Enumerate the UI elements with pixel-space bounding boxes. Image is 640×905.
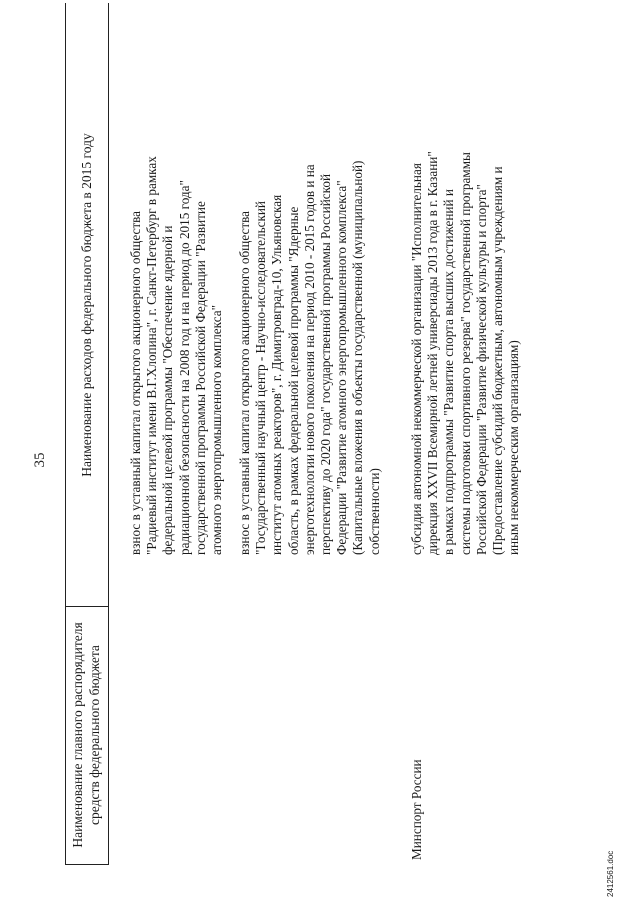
expense-line: перспективу до 2020 года" государственной программы Российской (318, 173, 334, 555)
table-row (237, 15, 383, 555)
table-header-divider (108, 3, 109, 865)
expense-line: федеральной целевой программы "Обеспечение ядерной и (160, 225, 176, 555)
header-distributor: Наименование главного распорядителя средств федерального бюджета (70, 622, 102, 848)
expense-line: субсидия автономной некоммерческой организации "Исполнительная (409, 163, 424, 555)
expense-line: "Радиевый институт имени В.Г.Хлопина", г. Санкт-Петербург в рамках (144, 156, 160, 555)
expense-line: область, в рамках федеральной целевой программы "Ядерные (285, 206, 301, 555)
expense-line: (Капитальные вложения в объекты государственной (муниципальной) (350, 160, 366, 555)
table-column-divider (65, 606, 109, 607)
expense-line: собственности) (366, 468, 382, 555)
expense-line: институт атомных реакторов", г. Димитровград-10, Ульяновская (269, 194, 285, 555)
expense-line: взнос в уставный капитал открытого акционерного общества (128, 210, 143, 555)
table-top-border (65, 3, 66, 865)
expense-line: атомного энергопромышленного комплекса" (209, 305, 225, 555)
expense-line: системы подготовки спортивного резерва" государственной программы (457, 152, 473, 555)
page-number: 35 (32, 452, 48, 468)
table-row (128, 15, 225, 555)
table-left-border (65, 864, 109, 865)
header-expense: Наименование расходов федерального бюджета в 2015 году (79, 133, 94, 477)
expense-line: "Государственный научный центр - Научно-исследовательский (253, 201, 269, 555)
document-filename: 2412561.doc (606, 850, 615, 897)
expense-line: Российской Федерации "Развитие физической культуры и спорта" (473, 184, 489, 555)
expense-line: энерготехнологии нового поколения на период 2010 - 2015 годов и на (301, 164, 317, 555)
expense-line: Федерации "Развитие атомного энергопромышленного комплекса" (334, 180, 350, 555)
expense-line: иным некоммерческим организациям) (506, 340, 522, 555)
expense-line: взнос в уставный капитал открытого акционерного общества (237, 210, 252, 555)
expense-line: дирекция XXVII Всемирной летней универсиады 2013 года в г. Казани" (425, 151, 441, 555)
table-row (409, 15, 522, 555)
expense-line: в рамках подпрограммы "Развитие спорта высших достижений и (441, 189, 457, 555)
distributor-name: Минспорт России (409, 759, 424, 860)
expense-line: государственной программы Российской Федерации "Развитие (192, 201, 208, 555)
expense-line: (Предоставление субсидий бюджетным, автономным учреждениям и (490, 166, 506, 555)
expense-line: радиационной безопасности на 2008 год и на период до 2015 года" (176, 180, 192, 555)
